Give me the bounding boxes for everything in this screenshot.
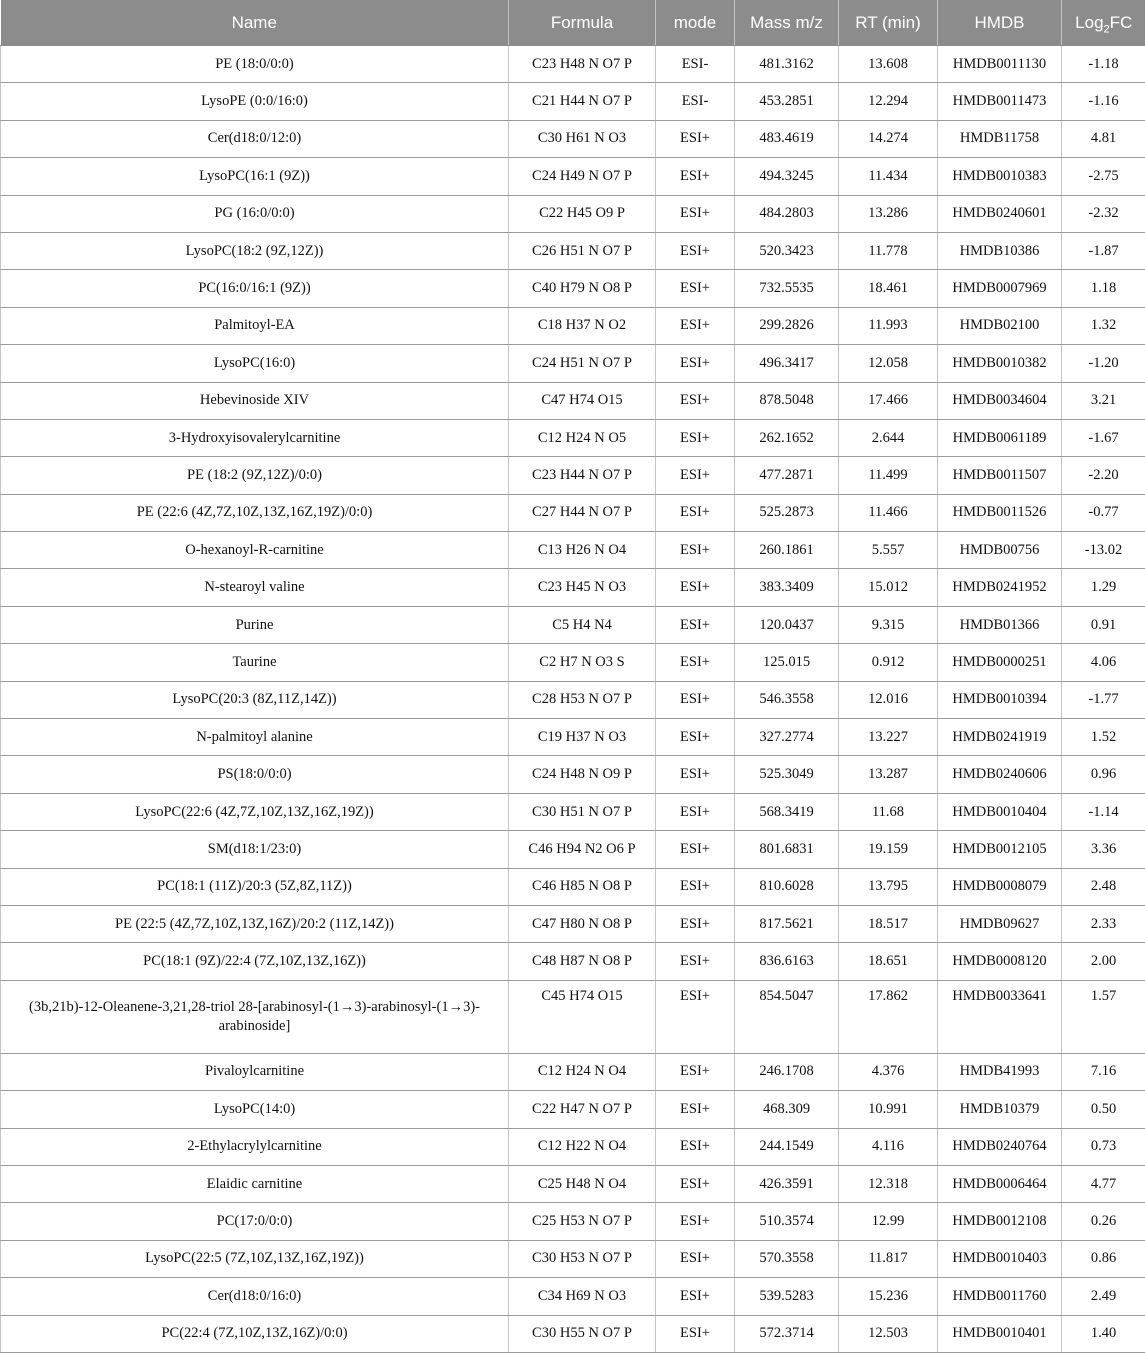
cell-name: Cer(d18:0/16:0) bbox=[1, 1278, 509, 1315]
cell-name: LysoPE (0:0/16:0) bbox=[1, 83, 509, 120]
cell-name: PE (22:5 (4Z,7Z,10Z,13Z,16Z)/20:2 (11Z,14Z)) bbox=[1, 905, 509, 942]
cell-log2fc: -13.02 bbox=[1062, 532, 1145, 569]
cell-name: Cer(d18:0/12:0) bbox=[1, 120, 509, 157]
cell-name: PE (18:2 (9Z,12Z)/0:0) bbox=[1, 457, 509, 494]
cell-mass: 568.3419 bbox=[735, 793, 839, 830]
cell-mass: 732.5535 bbox=[735, 270, 839, 307]
cell-rt: 11.817 bbox=[839, 1240, 938, 1277]
cell-name: PC(17:0/0:0) bbox=[1, 1203, 509, 1240]
cell-name: O-hexanoyl-R-carnitine bbox=[1, 532, 509, 569]
cell-mass: 510.3574 bbox=[735, 1203, 839, 1240]
table-row bbox=[1, 46, 1145, 83]
header-log2fc bbox=[1062, 0, 1145, 46]
cell-log2fc: 0.26 bbox=[1062, 1203, 1145, 1240]
cell-rt: 10.991 bbox=[839, 1091, 938, 1128]
cell-mode: ESI+ bbox=[656, 419, 735, 456]
cell-hmdb: HMDB0061189 bbox=[938, 419, 1062, 456]
table-row bbox=[1, 719, 1145, 756]
cell-log2fc: 2.49 bbox=[1062, 1278, 1145, 1315]
cell-name: Elaidic carnitine bbox=[1, 1165, 509, 1202]
table-row bbox=[1, 419, 1145, 456]
cell-rt: 12.318 bbox=[839, 1165, 938, 1202]
table-row bbox=[1, 681, 1145, 718]
cell-hmdb: HMDB0011507 bbox=[938, 457, 1062, 494]
cell-mode: ESI+ bbox=[656, 868, 735, 905]
table-row bbox=[1, 1203, 1145, 1240]
cell-formula: C2 H7 N O3 S bbox=[509, 644, 656, 681]
cell-log2fc: 1.52 bbox=[1062, 719, 1145, 756]
cell-mode: ESI+ bbox=[656, 307, 735, 344]
cell-rt: 15.012 bbox=[839, 569, 938, 606]
cell-hmdb: HMDB0240764 bbox=[938, 1128, 1062, 1165]
cell-hmdb: HMDB00756 bbox=[938, 532, 1062, 569]
cell-mode: ESI+ bbox=[656, 532, 735, 569]
table-row bbox=[1, 120, 1145, 157]
table-row bbox=[1, 1165, 1145, 1202]
cell-mass: 120.0437 bbox=[735, 606, 839, 643]
cell-mode: ESI+ bbox=[656, 1203, 735, 1240]
table-row bbox=[1, 569, 1145, 606]
cell-name: PC(18:1 (9Z)/22:4 (7Z,10Z,13Z,16Z)) bbox=[1, 943, 509, 980]
cell-mass: 260.1861 bbox=[735, 532, 839, 569]
cell-hmdb: HMDB0034604 bbox=[938, 382, 1062, 419]
cell-mode: ESI+ bbox=[656, 644, 735, 681]
cell-hmdb: HMDB10386 bbox=[938, 232, 1062, 269]
cell-mass: 262.1652 bbox=[735, 419, 839, 456]
table-row bbox=[1, 1091, 1145, 1128]
cell-mass: 525.3049 bbox=[735, 756, 839, 793]
cell-name: LysoPC(14:0) bbox=[1, 1091, 509, 1128]
table-row bbox=[1, 868, 1145, 905]
cell-log2fc: -1.77 bbox=[1062, 681, 1145, 718]
cell-hmdb: HMDB11758 bbox=[938, 120, 1062, 157]
cell-formula: C46 H85 N O8 P bbox=[509, 868, 656, 905]
cell-hmdb: HMDB0240601 bbox=[938, 195, 1062, 232]
header-mode: mode bbox=[656, 0, 735, 46]
cell-name: N-palmitoyl alanine bbox=[1, 719, 509, 756]
cell-mode: ESI+ bbox=[656, 345, 735, 382]
cell-rt: 17.466 bbox=[839, 382, 938, 419]
cell-rt: 13.608 bbox=[839, 46, 938, 83]
cell-log2fc: 7.16 bbox=[1062, 1053, 1145, 1090]
cell-mode: ESI+ bbox=[656, 1165, 735, 1202]
cell-hmdb: HMDB0011526 bbox=[938, 494, 1062, 531]
cell-formula: C23 H44 N O7 P bbox=[509, 457, 656, 494]
cell-formula: C28 H53 N O7 P bbox=[509, 681, 656, 718]
cell-mass: 477.2871 bbox=[735, 457, 839, 494]
cell-log2fc: -2.20 bbox=[1062, 457, 1145, 494]
cell-mass: 244.1549 bbox=[735, 1128, 839, 1165]
cell-name: LysoPC(18:2 (9Z,12Z)) bbox=[1, 232, 509, 269]
table-row bbox=[1, 831, 1145, 868]
table-body bbox=[1, 46, 1145, 1353]
table-row bbox=[1, 1128, 1145, 1165]
cell-mode: ESI- bbox=[656, 46, 735, 83]
cell-hmdb: HMDB0008120 bbox=[938, 943, 1062, 980]
cell-log2fc: -2.75 bbox=[1062, 158, 1145, 195]
cell-formula: C25 H53 N O7 P bbox=[509, 1203, 656, 1240]
table-row bbox=[1, 606, 1145, 643]
table-row bbox=[1, 1278, 1145, 1315]
cell-formula: C30 H55 N O7 P bbox=[509, 1315, 656, 1352]
cell-mass: 496.3417 bbox=[735, 345, 839, 382]
table-header bbox=[1, 0, 1145, 46]
cell-formula: C19 H37 N O3 bbox=[509, 719, 656, 756]
header-row bbox=[1, 0, 1145, 46]
cell-hmdb: HMDB09627 bbox=[938, 905, 1062, 942]
table-row bbox=[1, 793, 1145, 830]
cell-rt: 4.116 bbox=[839, 1128, 938, 1165]
cell-name: 3-Hydroxyisovalerylcarnitine bbox=[1, 419, 509, 456]
cell-rt: 15.236 bbox=[839, 1278, 938, 1315]
cell-mode: ESI+ bbox=[656, 1240, 735, 1277]
table-row bbox=[1, 1053, 1145, 1090]
cell-formula: C48 H87 N O8 P bbox=[509, 943, 656, 980]
cell-mass: 817.5621 bbox=[735, 905, 839, 942]
cell-formula: C24 H48 N O9 P bbox=[509, 756, 656, 793]
cell-formula: C30 H53 N O7 P bbox=[509, 1240, 656, 1277]
cell-hmdb: HMDB41993 bbox=[938, 1053, 1062, 1090]
cell-log2fc: -1.87 bbox=[1062, 232, 1145, 269]
cell-formula: C12 H24 N O4 bbox=[509, 1053, 656, 1090]
cell-hmdb: HMDB0241952 bbox=[938, 569, 1062, 606]
cell-log2fc: -1.18 bbox=[1062, 46, 1145, 83]
cell-formula: C34 H69 N O3 bbox=[509, 1278, 656, 1315]
cell-mode: ESI+ bbox=[656, 270, 735, 307]
table-row bbox=[1, 345, 1145, 382]
cell-mass: 484.2803 bbox=[735, 195, 839, 232]
cell-log2fc: 1.18 bbox=[1062, 270, 1145, 307]
cell-mass: 836.6163 bbox=[735, 943, 839, 980]
cell-rt: 13.795 bbox=[839, 868, 938, 905]
cell-name: PG (16:0/0:0) bbox=[1, 195, 509, 232]
cell-log2fc: -1.20 bbox=[1062, 345, 1145, 382]
cell-name: Taurine bbox=[1, 644, 509, 681]
cell-name: LysoPC(16:1 (9Z)) bbox=[1, 158, 509, 195]
cell-mode: ESI+ bbox=[656, 382, 735, 419]
header-log2fc-prefix: Log bbox=[1075, 13, 1103, 32]
cell-formula: C26 H51 N O7 P bbox=[509, 232, 656, 269]
cell-formula: C23 H48 N O7 P bbox=[509, 46, 656, 83]
cell-log2fc: 0.86 bbox=[1062, 1240, 1145, 1277]
cell-hmdb: HMDB0241919 bbox=[938, 719, 1062, 756]
header-mass: Mass m/z bbox=[735, 0, 839, 46]
cell-mass: 468.309 bbox=[735, 1091, 839, 1128]
header-log2fc-subscript: 2 bbox=[1104, 23, 1110, 35]
table-row bbox=[1, 382, 1145, 419]
table-row bbox=[1, 307, 1145, 344]
table-row bbox=[1, 532, 1145, 569]
cell-rt: 14.274 bbox=[839, 120, 938, 157]
table-row bbox=[1, 980, 1145, 1053]
header-name: Name bbox=[1, 0, 509, 46]
cell-formula: C47 H80 N O8 P bbox=[509, 905, 656, 942]
cell-hmdb: HMDB0006464 bbox=[938, 1165, 1062, 1202]
cell-formula: C18 H37 N O2 bbox=[509, 307, 656, 344]
cell-rt: 17.862 bbox=[839, 980, 938, 1053]
cell-mode: ESI+ bbox=[656, 158, 735, 195]
cell-log2fc: 3.36 bbox=[1062, 831, 1145, 868]
cell-log2fc: 0.91 bbox=[1062, 606, 1145, 643]
cell-log2fc: -1.16 bbox=[1062, 83, 1145, 120]
cell-hmdb: HMDB0012105 bbox=[938, 831, 1062, 868]
cell-mode: ESI+ bbox=[656, 905, 735, 942]
cell-rt: 12.294 bbox=[839, 83, 938, 120]
cell-hmdb: HMDB0008079 bbox=[938, 868, 1062, 905]
cell-mass: 494.3245 bbox=[735, 158, 839, 195]
table-row bbox=[1, 494, 1145, 531]
cell-rt: 0.912 bbox=[839, 644, 938, 681]
table-row bbox=[1, 644, 1145, 681]
table-row bbox=[1, 905, 1145, 942]
cell-mass: 810.6028 bbox=[735, 868, 839, 905]
header-hmdb: HMDB bbox=[938, 0, 1062, 46]
cell-mass: 483.4619 bbox=[735, 120, 839, 157]
cell-name: (3b,21b)-12-Oleanene-3,21,28-triol 28-[arabinosyl-(1→3)-arabinosyl-(1→3)-arabinoside] bbox=[1, 980, 509, 1053]
cell-name: PC(18:1 (11Z)/20:3 (5Z,8Z,11Z)) bbox=[1, 868, 509, 905]
cell-formula: C12 H22 N O4 bbox=[509, 1128, 656, 1165]
cell-log2fc: 2.48 bbox=[1062, 868, 1145, 905]
cell-rt: 9.315 bbox=[839, 606, 938, 643]
cell-mass: 520.3423 bbox=[735, 232, 839, 269]
table-row bbox=[1, 270, 1145, 307]
cell-name: PE (22:6 (4Z,7Z,10Z,13Z,16Z,19Z)/0:0) bbox=[1, 494, 509, 531]
cell-formula: C13 H26 N O4 bbox=[509, 532, 656, 569]
table-row bbox=[1, 232, 1145, 269]
cell-rt: 18.517 bbox=[839, 905, 938, 942]
cell-name: PC(16:0/16:1 (9Z)) bbox=[1, 270, 509, 307]
cell-log2fc: 2.00 bbox=[1062, 943, 1145, 980]
cell-name: LysoPC(22:5 (7Z,10Z,13Z,16Z,19Z)) bbox=[1, 1240, 509, 1277]
cell-name: Palmitoyl-EA bbox=[1, 307, 509, 344]
cell-mode: ESI+ bbox=[656, 1315, 735, 1352]
cell-mass: 572.3714 bbox=[735, 1315, 839, 1352]
cell-rt: 12.99 bbox=[839, 1203, 938, 1240]
cell-rt: 12.503 bbox=[839, 1315, 938, 1352]
cell-mode: ESI+ bbox=[656, 831, 735, 868]
cell-mode: ESI+ bbox=[656, 195, 735, 232]
cell-mass: 453.2851 bbox=[735, 83, 839, 120]
cell-hmdb: HMDB0010404 bbox=[938, 793, 1062, 830]
cell-hmdb: HMDB0011473 bbox=[938, 83, 1062, 120]
cell-rt: 12.058 bbox=[839, 345, 938, 382]
cell-rt: 18.651 bbox=[839, 943, 938, 980]
cell-mass: 299.2826 bbox=[735, 307, 839, 344]
table-row bbox=[1, 943, 1145, 980]
cell-formula: C40 H79 N O8 P bbox=[509, 270, 656, 307]
cell-mode: ESI+ bbox=[656, 232, 735, 269]
cell-mode: ESI+ bbox=[656, 793, 735, 830]
header-formula: Formula bbox=[509, 0, 656, 46]
cell-log2fc: 4.81 bbox=[1062, 120, 1145, 157]
cell-mode: ESI+ bbox=[656, 719, 735, 756]
cell-mass: 125.015 bbox=[735, 644, 839, 681]
cell-mode: ESI+ bbox=[656, 120, 735, 157]
cell-log2fc: -1.67 bbox=[1062, 419, 1145, 456]
cell-name: PE (18:0/0:0) bbox=[1, 46, 509, 83]
cell-log2fc: 3.21 bbox=[1062, 382, 1145, 419]
cell-mode: ESI+ bbox=[656, 681, 735, 718]
cell-name: LysoPC(16:0) bbox=[1, 345, 509, 382]
cell-formula: C24 H49 N O7 P bbox=[509, 158, 656, 195]
cell-mass: 546.3558 bbox=[735, 681, 839, 718]
cell-name: Pivaloylcarnitine bbox=[1, 1053, 509, 1090]
cell-mode: ESI+ bbox=[656, 1091, 735, 1128]
cell-mass: 570.3558 bbox=[735, 1240, 839, 1277]
cell-mass: 539.5283 bbox=[735, 1278, 839, 1315]
cell-hmdb: HMDB10379 bbox=[938, 1091, 1062, 1128]
cell-mode: ESI+ bbox=[656, 569, 735, 606]
cell-rt: 11.68 bbox=[839, 793, 938, 830]
cell-formula: C46 H94 N2 O6 P bbox=[509, 831, 656, 868]
cell-log2fc: 2.33 bbox=[1062, 905, 1145, 942]
cell-log2fc: 1.32 bbox=[1062, 307, 1145, 344]
cell-name: N-stearoyl valine bbox=[1, 569, 509, 606]
cell-formula: C30 H61 N O3 bbox=[509, 120, 656, 157]
cell-log2fc: 1.40 bbox=[1062, 1315, 1145, 1352]
cell-rt: 11.466 bbox=[839, 494, 938, 531]
cell-rt: 11.434 bbox=[839, 158, 938, 195]
cell-log2fc: 1.29 bbox=[1062, 569, 1145, 606]
cell-mass: 481.3162 bbox=[735, 46, 839, 83]
cell-rt: 13.227 bbox=[839, 719, 938, 756]
cell-formula: C22 H47 N O7 P bbox=[509, 1091, 656, 1128]
cell-log2fc: 1.57 bbox=[1062, 980, 1145, 1053]
header-log2fc-suffix: FC bbox=[1110, 13, 1133, 32]
cell-mode: ESI- bbox=[656, 83, 735, 120]
cell-mode: ESI+ bbox=[656, 1128, 735, 1165]
table-row bbox=[1, 1240, 1145, 1277]
cell-hmdb: HMDB0010403 bbox=[938, 1240, 1062, 1277]
cell-formula: C21 H44 N O7 P bbox=[509, 83, 656, 120]
header-rt: RT (min) bbox=[839, 0, 938, 46]
table-row bbox=[1, 756, 1145, 793]
cell-hmdb: HMDB0010383 bbox=[938, 158, 1062, 195]
cell-rt: 12.016 bbox=[839, 681, 938, 718]
cell-hmdb: HMDB02100 bbox=[938, 307, 1062, 344]
cell-mode: ESI+ bbox=[656, 943, 735, 980]
cell-mode: ESI+ bbox=[656, 980, 735, 1053]
cell-formula: C45 H74 O15 bbox=[509, 980, 656, 1053]
cell-rt: 11.778 bbox=[839, 232, 938, 269]
cell-log2fc: 0.73 bbox=[1062, 1128, 1145, 1165]
cell-hmdb: HMDB0033641 bbox=[938, 980, 1062, 1053]
cell-rt: 13.287 bbox=[839, 756, 938, 793]
cell-log2fc: -2.32 bbox=[1062, 195, 1145, 232]
cell-rt: 19.159 bbox=[839, 831, 938, 868]
cell-mode: ESI+ bbox=[656, 494, 735, 531]
cell-formula: C5 H4 N4 bbox=[509, 606, 656, 643]
cell-log2fc: 4.06 bbox=[1062, 644, 1145, 681]
cell-name: PC(22:4 (7Z,10Z,13Z,16Z)/0:0) bbox=[1, 1315, 509, 1352]
cell-name: Hebevinoside XIV bbox=[1, 382, 509, 419]
cell-mode: ESI+ bbox=[656, 457, 735, 494]
cell-formula: C23 H45 N O3 bbox=[509, 569, 656, 606]
cell-mass: 383.3409 bbox=[735, 569, 839, 606]
cell-hmdb: HMDB0000251 bbox=[938, 644, 1062, 681]
cell-mass: 246.1708 bbox=[735, 1053, 839, 1090]
cell-log2fc: -1.14 bbox=[1062, 793, 1145, 830]
cell-hmdb: HMDB0011130 bbox=[938, 46, 1062, 83]
cell-formula: C12 H24 N O5 bbox=[509, 419, 656, 456]
table-row bbox=[1, 158, 1145, 195]
cell-name: LysoPC(22:6 (4Z,7Z,10Z,13Z,16Z,19Z)) bbox=[1, 793, 509, 830]
cell-mass: 525.2873 bbox=[735, 494, 839, 531]
cell-mode: ESI+ bbox=[656, 1053, 735, 1090]
cell-formula: C30 H51 N O7 P bbox=[509, 793, 656, 830]
cell-mass: 801.6831 bbox=[735, 831, 839, 868]
cell-rt: 18.461 bbox=[839, 270, 938, 307]
cell-log2fc: -0.77 bbox=[1062, 494, 1145, 531]
table-row bbox=[1, 83, 1145, 120]
table-row bbox=[1, 195, 1145, 232]
cell-formula: C25 H48 N O4 bbox=[509, 1165, 656, 1202]
cell-name: LysoPC(20:3 (8Z,11Z,14Z)) bbox=[1, 681, 509, 718]
cell-hmdb: HMDB01366 bbox=[938, 606, 1062, 643]
cell-hmdb: HMDB0010401 bbox=[938, 1315, 1062, 1352]
cell-rt: 11.499 bbox=[839, 457, 938, 494]
cell-rt: 13.286 bbox=[839, 195, 938, 232]
cell-log2fc: 4.77 bbox=[1062, 1165, 1145, 1202]
cell-rt: 11.993 bbox=[839, 307, 938, 344]
cell-hmdb: HMDB0011760 bbox=[938, 1278, 1062, 1315]
cell-mode: ESI+ bbox=[656, 756, 735, 793]
cell-hmdb: HMDB0012108 bbox=[938, 1203, 1062, 1240]
cell-mode: ESI+ bbox=[656, 1278, 735, 1315]
cell-name: SM(d18:1/23:0) bbox=[1, 831, 509, 868]
cell-mass: 426.3591 bbox=[735, 1165, 839, 1202]
cell-formula: C27 H44 N O7 P bbox=[509, 494, 656, 531]
table-row bbox=[1, 457, 1145, 494]
cell-mass: 327.2774 bbox=[735, 719, 839, 756]
cell-name: Purine bbox=[1, 606, 509, 643]
cell-mass: 878.5048 bbox=[735, 382, 839, 419]
table-row bbox=[1, 1315, 1145, 1352]
cell-hmdb: HMDB0007969 bbox=[938, 270, 1062, 307]
cell-rt: 5.557 bbox=[839, 532, 938, 569]
cell-log2fc: 0.96 bbox=[1062, 756, 1145, 793]
cell-name: PS(18:0/0:0) bbox=[1, 756, 509, 793]
cell-formula: C47 H74 O15 bbox=[509, 382, 656, 419]
cell-mode: ESI+ bbox=[656, 606, 735, 643]
cell-rt: 4.376 bbox=[839, 1053, 938, 1090]
cell-hmdb: HMDB0010382 bbox=[938, 345, 1062, 382]
cell-hmdb: HMDB0240606 bbox=[938, 756, 1062, 793]
cell-mass: 854.5047 bbox=[735, 980, 839, 1053]
cell-hmdb: HMDB0010394 bbox=[938, 681, 1062, 718]
cell-formula: C24 H51 N O7 P bbox=[509, 345, 656, 382]
cell-rt: 2.644 bbox=[839, 419, 938, 456]
cell-name: 2-Ethylacrylylcarnitine bbox=[1, 1128, 509, 1165]
cell-log2fc: 0.50 bbox=[1062, 1091, 1145, 1128]
cell-formula: C22 H45 O9 P bbox=[509, 195, 656, 232]
